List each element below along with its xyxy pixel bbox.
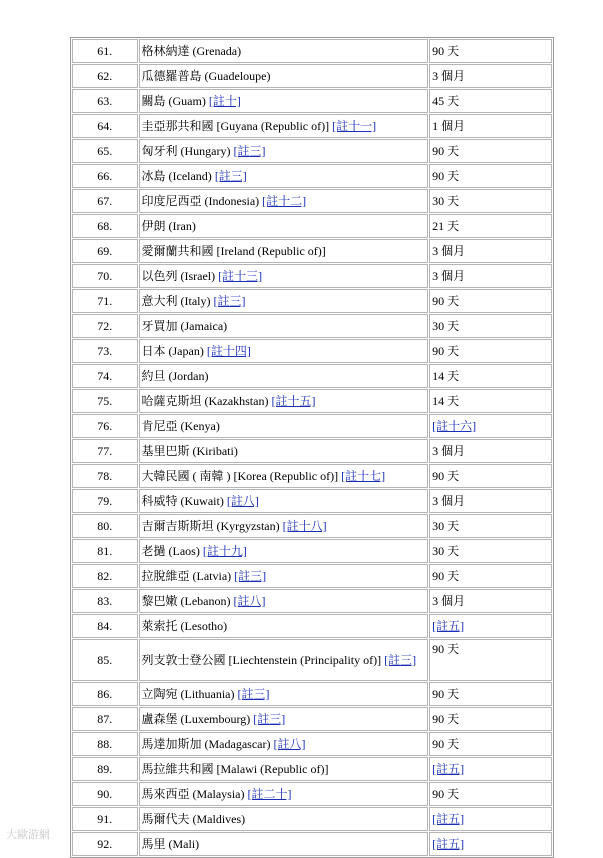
watermark: 大歐游網 [6, 828, 50, 841]
stay-duration: 30 天 [432, 519, 460, 533]
footnote-link[interactable]: [註三] [237, 687, 270, 701]
stay-duration-cell [429, 39, 552, 63]
footnote-link[interactable]: [註三] [384, 653, 417, 667]
country-name: 黎巴嫩 (Lebanon) [141, 594, 231, 608]
table-row [72, 807, 552, 831]
country-cell [139, 414, 429, 438]
country-cell [139, 364, 429, 388]
footnote-link[interactable]: [註十] [208, 94, 241, 108]
table-row [72, 39, 552, 63]
country-cell [139, 214, 429, 238]
country-name: 馬里 (Mali) [141, 837, 200, 851]
footnote-link[interactable]: [註十九] [202, 544, 247, 558]
row-number: 84. [72, 614, 138, 638]
country-name: 牙買加 (Jamaica) [141, 319, 228, 333]
stay-duration-cell [429, 464, 552, 488]
country-name: 列支敦士登公國 [Liechtenstein (Principality of)] [141, 653, 382, 667]
table-row [72, 389, 552, 413]
country-name: 哈薩克斯坦 (Kazakhstan) [141, 394, 269, 408]
country-name: 馬達加斯加 (Madagascar) [141, 737, 271, 751]
table-row [72, 464, 552, 488]
stay-duration-cell [429, 64, 552, 88]
stay-duration: 21 天 [432, 219, 460, 233]
stay-duration: 90 天 [432, 144, 460, 158]
stay-duration: 14 天 [432, 369, 460, 383]
stay-duration-cell [429, 639, 552, 681]
footnote-link[interactable]: [註五] [432, 812, 465, 826]
country-name: 大韓民國 ( 南韓 ) [Korea (Republic of)] [141, 469, 339, 483]
country-cell [139, 339, 429, 363]
stay-duration: 1 個月 [432, 119, 466, 133]
table-row [72, 757, 552, 781]
stay-duration-cell [429, 757, 552, 781]
footnote-link[interactable]: [註二十] [247, 787, 292, 801]
table-row [72, 139, 552, 163]
stay-duration-cell [429, 489, 552, 513]
row-number: 86. [72, 682, 138, 706]
stay-duration-cell [429, 239, 552, 263]
stay-duration: 90 天 [432, 737, 460, 751]
stay-duration: 90 天 [432, 294, 460, 308]
country-cell [139, 39, 429, 63]
country-name: 萊索托 (Lesotho) [141, 619, 228, 633]
country-name: 冰島 (Iceland) [141, 169, 212, 183]
table-row [72, 682, 552, 706]
stay-duration: 90 天 [432, 687, 460, 701]
country-cell [139, 682, 429, 706]
row-number: 63. [72, 89, 138, 113]
stay-duration: 14 天 [432, 394, 460, 408]
row-number: 89. [72, 757, 138, 781]
country-name: 馬爾代夫 (Maldives) [141, 812, 246, 826]
country-name: 肯尼亞 (Kenya) [141, 419, 220, 433]
footnote-link[interactable]: [註十八] [282, 519, 327, 533]
table-row [72, 414, 552, 438]
footnote-link[interactable]: [註三] [213, 294, 246, 308]
stay-duration-cell [429, 389, 552, 413]
stay-duration-cell [429, 539, 552, 563]
country-name: 吉爾吉斯斯坦 (Kyrgyzstan) [141, 519, 280, 533]
stay-duration-cell [429, 89, 552, 113]
footnote-link[interactable]: [註八] [226, 494, 259, 508]
footnote-link[interactable]: [註十三] [218, 269, 263, 283]
country-cell [139, 614, 429, 638]
table-row [72, 832, 552, 856]
country-name: 立陶宛 (Lithuania) [141, 687, 235, 701]
footnote-link[interactable]: [註五] [432, 837, 465, 851]
table-row [72, 539, 552, 563]
visa-free-table [70, 37, 554, 858]
row-number: 83. [72, 589, 138, 613]
country-cell [139, 389, 429, 413]
country-name: 印度尼西亞 (Indonesia) [141, 194, 260, 208]
row-number: 62. [72, 64, 138, 88]
row-number: 76. [72, 414, 138, 438]
footnote-link[interactable]: [註三] [214, 169, 247, 183]
country-cell [139, 732, 429, 756]
table-row [72, 314, 552, 338]
table-row [72, 782, 552, 806]
row-number: 72. [72, 314, 138, 338]
table-row [72, 732, 552, 756]
table-row [72, 239, 552, 263]
country-cell [139, 89, 429, 113]
table-row [72, 114, 552, 138]
row-number: 85. [72, 639, 138, 681]
row-number: 82. [72, 564, 138, 588]
stay-duration-cell [429, 114, 552, 138]
stay-duration-cell [429, 514, 552, 538]
country-cell [139, 564, 429, 588]
footnote-link[interactable]: [註三] [233, 144, 266, 158]
country-cell [139, 114, 429, 138]
stay-duration-cell [429, 564, 552, 588]
row-number: 71. [72, 289, 138, 313]
stay-duration: 90 天 [432, 569, 460, 583]
row-number: 90. [72, 782, 138, 806]
footnote-link[interactable]: [註十五] [271, 394, 316, 408]
country-name: 老撾 (Laos) [141, 544, 200, 558]
stay-duration-cell [429, 707, 552, 731]
stay-duration: 30 天 [432, 194, 460, 208]
stay-duration: 3 個月 [432, 494, 466, 508]
footnote-link[interactable]: [註三] [234, 569, 267, 583]
stay-duration: 3 個月 [432, 444, 466, 458]
country-cell [139, 539, 429, 563]
country-name: 約旦 (Jordan) [141, 369, 209, 383]
stay-duration: 90 天 [432, 712, 460, 726]
stay-duration-cell [429, 164, 552, 188]
row-number: 91. [72, 807, 138, 831]
country-cell [139, 757, 429, 781]
row-number: 88. [72, 732, 138, 756]
country-cell [139, 439, 429, 463]
country-name: 瓜德羅普島 (Guadeloupe) [141, 69, 271, 83]
country-name: 科威特 (Kuwait) [141, 494, 224, 508]
row-number: 87. [72, 707, 138, 731]
country-name: 馬拉維共和國 [Malawi (Republic of)] [141, 762, 329, 776]
stay-duration: 90 天 [432, 642, 460, 656]
table-row [72, 707, 552, 731]
stay-duration: 3 個月 [432, 244, 466, 258]
stay-duration-cell [429, 264, 552, 288]
country-cell [139, 639, 429, 681]
country-name: 盧森堡 (Luxembourg) [141, 712, 251, 726]
table-row [72, 489, 552, 513]
table-row [72, 439, 552, 463]
country-cell [139, 707, 429, 731]
stay-duration-cell [429, 682, 552, 706]
row-number: 68. [72, 214, 138, 238]
row-number: 80. [72, 514, 138, 538]
stay-duration: 90 天 [432, 169, 460, 183]
country-cell [139, 782, 429, 806]
stay-duration-cell [429, 832, 552, 856]
country-cell [139, 832, 429, 856]
country-name: 匈牙利 (Hungary) [141, 144, 231, 158]
country-name: 以色列 (Israel) [141, 269, 216, 283]
country-name: 格林納達 (Grenada) [141, 44, 242, 58]
stay-duration-cell [429, 314, 552, 338]
stay-duration-cell [429, 339, 552, 363]
stay-duration: 90 天 [432, 44, 460, 58]
footnote-link[interactable]: [註十二] [262, 194, 307, 208]
stay-duration-cell [429, 364, 552, 388]
stay-duration: 90 天 [432, 787, 460, 801]
country-cell [139, 139, 429, 163]
country-cell [139, 464, 429, 488]
row-number: 67. [72, 189, 138, 213]
stay-duration: 30 天 [432, 544, 460, 558]
country-name: 伊朗 (Iran) [141, 219, 196, 233]
row-number: 92. [72, 832, 138, 856]
stay-duration: 3 個月 [432, 594, 466, 608]
country-cell [139, 239, 429, 263]
stay-duration: 30 天 [432, 319, 460, 333]
stay-duration: 45 天 [432, 94, 460, 108]
table-row [72, 514, 552, 538]
table-row [72, 589, 552, 613]
table-row [72, 339, 552, 363]
country-name: 意大利 (Italy) [141, 294, 211, 308]
footnote-link[interactable]: [註五] [432, 762, 465, 776]
stay-duration-cell [429, 214, 552, 238]
stay-duration-cell [429, 807, 552, 831]
country-cell [139, 514, 429, 538]
stay-duration-cell [429, 414, 552, 438]
country-cell [139, 164, 429, 188]
stay-duration-cell [429, 289, 552, 313]
country-cell [139, 189, 429, 213]
table-row [72, 64, 552, 88]
country-name: 圭亞那共和國 [Guyana (Republic of)] [141, 119, 330, 133]
table-row [72, 189, 552, 213]
table-row [72, 564, 552, 588]
table-row [72, 89, 552, 113]
country-cell [139, 807, 429, 831]
table-row [72, 214, 552, 238]
stay-duration-cell [429, 139, 552, 163]
stay-duration-cell [429, 732, 552, 756]
row-number: 69. [72, 239, 138, 263]
table-row [72, 164, 552, 188]
row-number: 64. [72, 114, 138, 138]
footnote-link[interactable]: [註五] [432, 619, 465, 633]
footnote-link[interactable]: [註十七] [341, 469, 386, 483]
stay-duration-cell [429, 614, 552, 638]
footnote-link[interactable]: [註三] [253, 712, 286, 726]
row-number: 65. [72, 139, 138, 163]
country-cell [139, 489, 429, 513]
country-name: 關島 (Guam) [141, 94, 206, 108]
row-number: 81. [72, 539, 138, 563]
table-row [72, 639, 552, 681]
country-cell [139, 264, 429, 288]
table-body [72, 39, 552, 856]
stay-duration: 3 個月 [432, 69, 466, 83]
table-row [72, 289, 552, 313]
country-cell [139, 289, 429, 313]
row-number: 79. [72, 489, 138, 513]
country-cell [139, 314, 429, 338]
country-name: 愛爾蘭共和國 [Ireland (Republic of)] [141, 244, 326, 258]
stay-duration: 90 天 [432, 344, 460, 358]
stay-duration: 90 天 [432, 469, 460, 483]
country-name: 日本 (Japan) [141, 344, 204, 358]
stay-duration-cell [429, 589, 552, 613]
row-number: 78. [72, 464, 138, 488]
footnote-link[interactable]: [註八] [273, 737, 306, 751]
footnote-link[interactable]: [註十四] [206, 344, 251, 358]
footnote-link[interactable]: [註十一] [332, 119, 377, 133]
row-number: 77. [72, 439, 138, 463]
table-row [72, 264, 552, 288]
stay-duration-cell [429, 189, 552, 213]
footnote-link[interactable]: [註八] [233, 594, 266, 608]
country-cell [139, 589, 429, 613]
stay-duration-cell [429, 439, 552, 463]
row-number: 75. [72, 389, 138, 413]
row-number: 73. [72, 339, 138, 363]
row-number: 70. [72, 264, 138, 288]
stay-duration: 3 個月 [432, 269, 466, 283]
row-number: 66. [72, 164, 138, 188]
country-cell [139, 64, 429, 88]
country-name: 基里巴斯 (Kiribati) [141, 444, 238, 458]
row-number: 61. [72, 39, 138, 63]
country-name: 拉脫維亞 (Latvia) [141, 569, 232, 583]
row-number: 74. [72, 364, 138, 388]
stay-duration-cell [429, 782, 552, 806]
footnote-link[interactable]: [註十六] [432, 419, 477, 433]
table-row [72, 614, 552, 638]
table-row [72, 364, 552, 388]
country-name: 馬來西亞 (Malaysia) [141, 787, 245, 801]
